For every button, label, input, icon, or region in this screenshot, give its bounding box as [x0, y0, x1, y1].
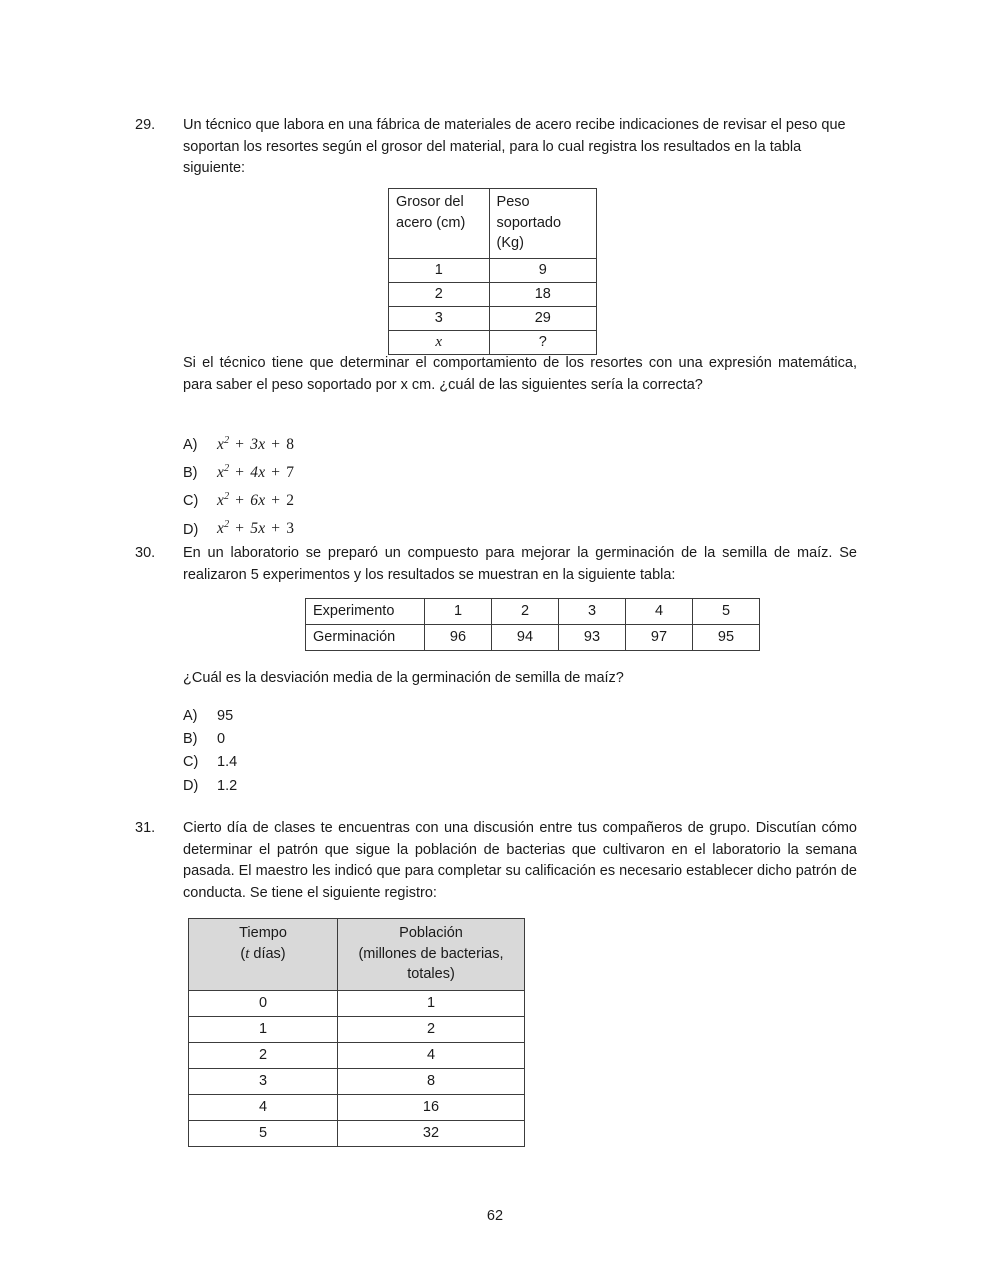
- question-30-options: [183, 705, 583, 798]
- option-29-b-letter: B): [183, 465, 198, 482]
- table-row: [189, 990, 525, 1016]
- question-30-followup: [135, 668, 857, 690]
- header-cell-grosor: [389, 189, 490, 259]
- cell-tiempo-3: 3: [189, 1068, 338, 1094]
- question-29-options: [183, 429, 583, 542]
- header-grosor-line1: Grosor del: [396, 194, 464, 210]
- table-row: [389, 258, 597, 282]
- header-grosor-line2: acero (cm): [396, 214, 466, 231]
- table-row-experiments: [306, 599, 760, 625]
- table-row: [189, 1068, 525, 1094]
- cell-grosor-1: 1: [389, 258, 490, 282]
- option-30-a[interactable]: [183, 705, 583, 728]
- cell-peso-3: 29: [489, 306, 596, 330]
- table-germination: [305, 598, 760, 651]
- question-30: [135, 543, 857, 586]
- option-30-d-text: 1.2: [217, 777, 238, 794]
- option-30-a-letter: A): [183, 708, 198, 724]
- cell-germinacion-5: 95: [693, 625, 760, 651]
- question-31: [135, 818, 857, 904]
- option-30-c-text: 1.4: [217, 754, 238, 771]
- header-poblacion-line3: totales): [407, 966, 455, 982]
- option-29-b-text: $x^2 + 4x + 7$: [217, 463, 295, 482]
- option-30-b-letter: B): [183, 731, 198, 748]
- table-row: [389, 306, 597, 330]
- option-29-d[interactable]: [183, 513, 583, 541]
- cell-tiempo-1: 1: [189, 1016, 338, 1042]
- header-poblacion-line1: Población: [399, 925, 463, 941]
- question-29-prompt2: Si el técnico tiene que determinar el comportamiento de los resortes con una expresión matemática, para saber el peso soportado por x cm. ¿cuál de las siguientes sería la correcta?: [183, 355, 857, 393]
- question-30-prompt2: ¿Cuál es la desviación media de la germinación de semilla de maíz?: [183, 670, 624, 686]
- option-29-a-letter: A): [183, 437, 198, 454]
- header-cell-peso: [489, 189, 596, 259]
- table-row-header: [389, 189, 597, 259]
- cell-grosor-x: x: [389, 330, 490, 354]
- question-30-prompt: En un laboratorio se preparó un compuesto para mejorar la germinación de la semilla de maíz. Se realizaron 5 experimentos y los resultados se muestran en la siguiente tabla:: [183, 545, 857, 583]
- page-number: 62: [486, 1208, 504, 1224]
- cell-experimento-3: 3: [559, 599, 626, 625]
- cell-poblacion-0: 1: [338, 990, 525, 1016]
- option-29-a[interactable]: [183, 429, 583, 457]
- option-30-d-letter: D): [183, 777, 199, 794]
- option-30-a-text: 95: [217, 708, 234, 724]
- row-label-germinacion: Germinación: [306, 625, 425, 651]
- header-tiempo-line2: (t días): [240, 945, 286, 962]
- table-bacteria-population: [188, 918, 525, 1147]
- cell-poblacion-4: 16: [338, 1094, 525, 1120]
- table-steel-thickness: [388, 188, 597, 355]
- question-31-prompt: Cierto día de clases te encuentras con una discusión entre tus compañeros de grupo. Discutían cómo determinar el patrón que sigue la población de bacterias que cultivaron en el laboratorio la semana pasada. El maestro les indicó que para completar su calificación es necesario establecer dicho patrón de conducta. Se tiene el siguiente registro:: [183, 820, 857, 901]
- cell-tiempo-5: 5: [189, 1120, 338, 1146]
- header-peso-line1: Peso: [496, 194, 530, 210]
- header-peso-line2: soportado: [496, 214, 562, 231]
- question-29-prompt: Un técnico que labora en una fábrica de materiales de acero recibe indicaciones de revisar el peso que soportan los resortes según el grosor del material, para lo cual registra los resultados en la tabla siguiente:: [183, 117, 846, 176]
- cell-germinacion-3: 93: [559, 625, 626, 651]
- option-30-c[interactable]: [183, 751, 583, 774]
- header-poblacion-line2: (millones de bacterias,: [358, 945, 504, 962]
- cell-tiempo-4: 4: [189, 1094, 338, 1120]
- header-cell-tiempo: [189, 919, 338, 991]
- option-30-c-letter: C): [183, 754, 199, 771]
- cell-peso-1: 9: [489, 258, 596, 282]
- option-29-c-letter: C): [183, 493, 199, 510]
- cell-germinacion-1: 96: [425, 625, 492, 651]
- cell-experimento-5: 5: [693, 599, 760, 625]
- option-30-d[interactable]: [183, 775, 583, 798]
- row-label-experimento: Experimento: [306, 599, 425, 625]
- option-29-a-text: $x^2 + 3x + 8$: [217, 435, 295, 454]
- question-31-number: 31.: [135, 820, 156, 836]
- table-row: [189, 1016, 525, 1042]
- cell-poblacion-2: 4: [338, 1042, 525, 1068]
- cell-poblacion-1: 2: [338, 1016, 525, 1042]
- option-29-d-letter: D): [183, 521, 199, 538]
- table-row-germination: [306, 625, 760, 651]
- cell-poblacion-3: 8: [338, 1068, 525, 1094]
- header-cell-poblacion: [338, 919, 525, 991]
- table-row: [189, 1042, 525, 1068]
- option-29-c-text: $x^2 + 6x + 2$: [217, 491, 295, 510]
- question-29: [135, 115, 857, 180]
- cell-peso-unknown: ?: [489, 330, 596, 354]
- cell-poblacion-5: 32: [338, 1120, 525, 1146]
- question-29-number: 29.: [135, 117, 156, 133]
- option-29-c[interactable]: [183, 485, 583, 513]
- cell-grosor-2: 2: [389, 282, 490, 306]
- cell-germinacion-2: 94: [492, 625, 559, 651]
- option-29-b[interactable]: [183, 457, 583, 485]
- cell-experimento-4: 4: [626, 599, 693, 625]
- table-row: [389, 330, 597, 354]
- option-30-b-text: 0: [217, 731, 226, 748]
- option-30-b[interactable]: [183, 728, 583, 751]
- question-29-followup: [135, 353, 857, 396]
- cell-germinacion-4: 97: [626, 625, 693, 651]
- cell-tiempo-0: 0: [189, 990, 338, 1016]
- cell-tiempo-2: 2: [189, 1042, 338, 1068]
- cell-peso-2: 18: [489, 282, 596, 306]
- question-30-number: 30.: [135, 545, 156, 561]
- table-row: [189, 1094, 525, 1120]
- table-row-header: [189, 919, 525, 991]
- table-row: [389, 282, 597, 306]
- option-29-d-text: $x^2 + 5x + 3$: [217, 519, 295, 538]
- cell-grosor-3: 3: [389, 306, 490, 330]
- header-peso-line3: (Kg): [496, 235, 524, 251]
- cell-experimento-1: 1: [425, 599, 492, 625]
- table-row: [189, 1120, 525, 1146]
- header-tiempo-line1: Tiempo: [239, 925, 287, 941]
- header-tiempo-variable: t: [245, 945, 250, 962]
- cell-experimento-2: 2: [492, 599, 559, 625]
